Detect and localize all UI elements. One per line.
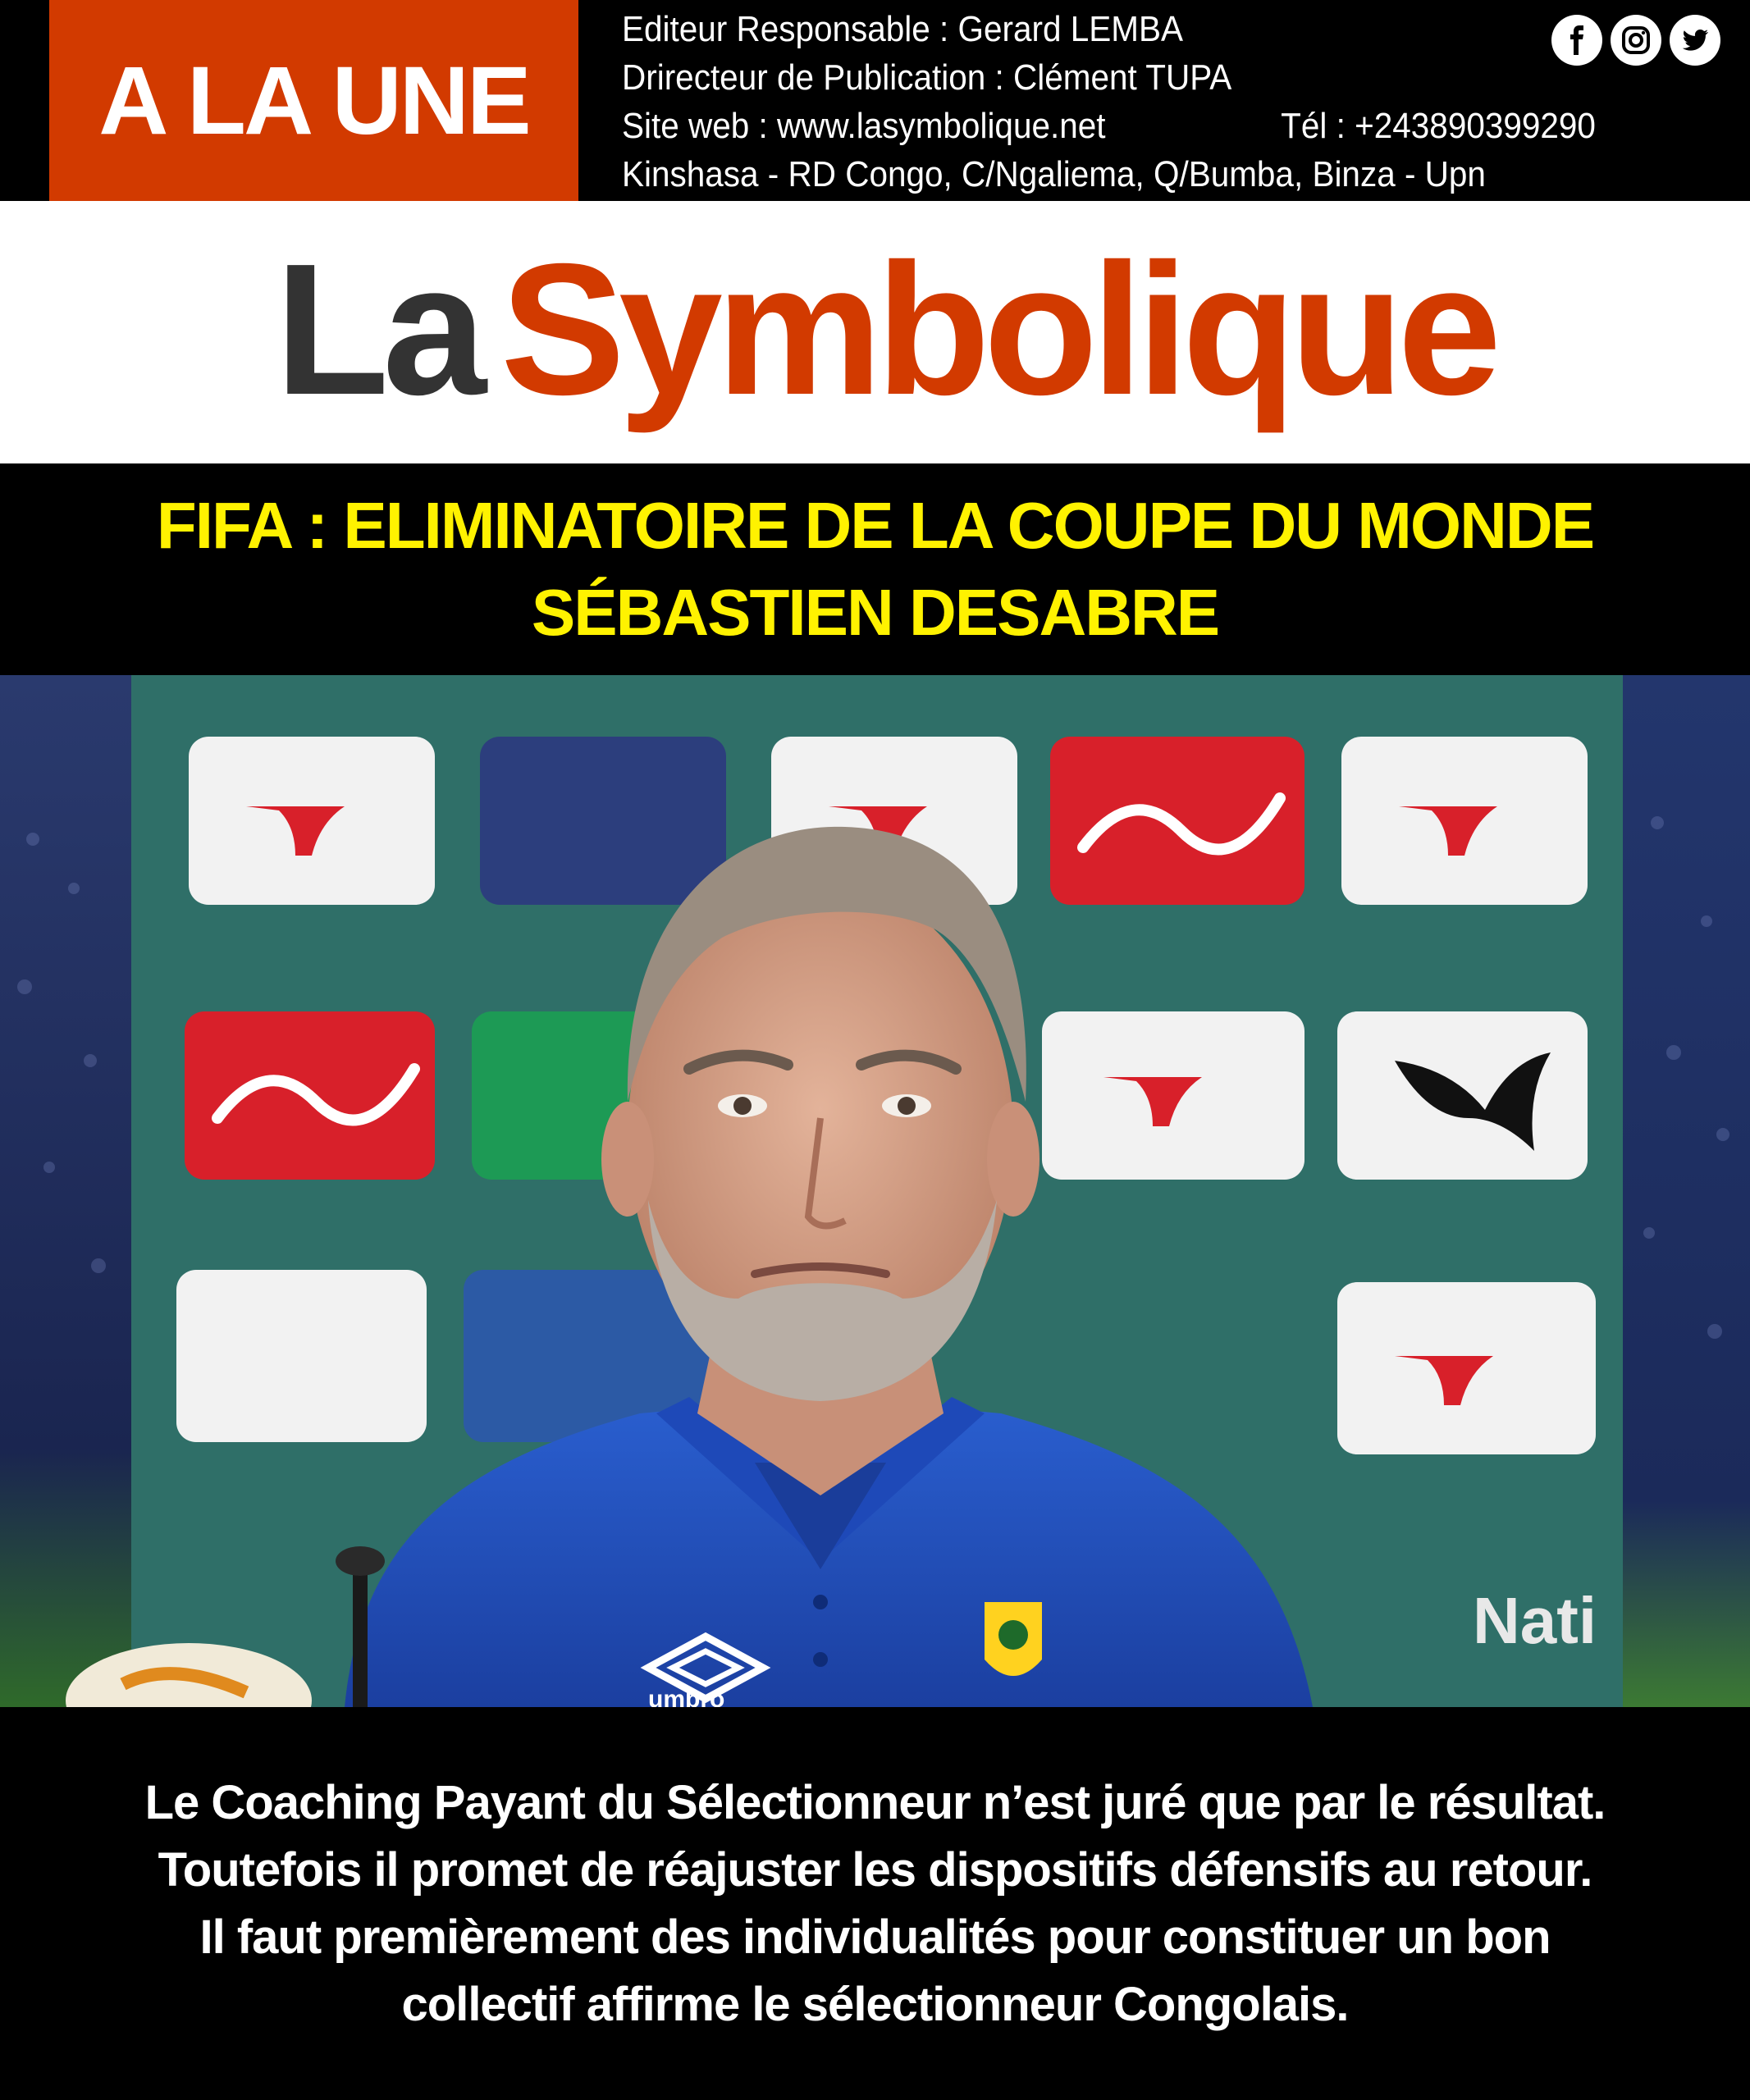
- newspaper-logo: [0, 201, 1750, 463]
- top-info-bar: [0, 0, 1750, 201]
- coach-press-conference-image: [0, 675, 1750, 1707]
- caption-line-3: Il faut premièrement des individualités pour constituer un bon: [199, 1910, 1551, 1964]
- director-line: Drirecteur de Publication : Clément TUPA: [622, 57, 1232, 98]
- phone-line: Tél : +243890399290: [1281, 106, 1596, 146]
- publication-info: [622, 5, 1626, 199]
- logo-part-la: La: [275, 226, 481, 434]
- headline-banner: [0, 463, 1750, 675]
- caption-line-1: Le Coaching Payant du Sélectionneur n’est juré que par le résultat.: [144, 1775, 1606, 1829]
- website-row: [622, 102, 1626, 150]
- headline-line-1: FIFA : ELIMINATOIRE DE LA COUPE DU MONDE: [156, 489, 1594, 562]
- shirt-brand: umbro: [648, 1686, 725, 1707]
- facebook-icon[interactable]: [1551, 15, 1602, 66]
- article-summary: [0, 1707, 1750, 2100]
- social-icons: [1551, 15, 1720, 66]
- article-photo: [0, 675, 1750, 1707]
- editor-line: Editeur Responsable : Gerard LEMBA: [622, 9, 1184, 49]
- caption-line-2: Toutefois il promet de réajuster les dispositifs défensifs au retour.: [158, 1842, 1592, 1897]
- website-line[interactable]: Site web : www.lasymbolique.net: [622, 106, 1106, 146]
- instagram-icon[interactable]: [1611, 15, 1661, 66]
- address-line: Kinshasa - RD Congo, C/Ngaliema, Q/Bumba, Binza - Upn: [622, 154, 1486, 194]
- twitter-icon[interactable]: [1670, 15, 1720, 66]
- headline-line-2: SÉBASTIEN DESABRE: [531, 576, 1219, 649]
- board-text: Nati: [1473, 1584, 1597, 1657]
- section-label: A LA UNE: [49, 0, 578, 201]
- masthead: [0, 201, 1750, 463]
- caption-line-4: collectif affirme le sélectionneur Congolais.: [401, 1977, 1349, 2031]
- logo-part-symbolique: Symbolique: [500, 226, 1496, 434]
